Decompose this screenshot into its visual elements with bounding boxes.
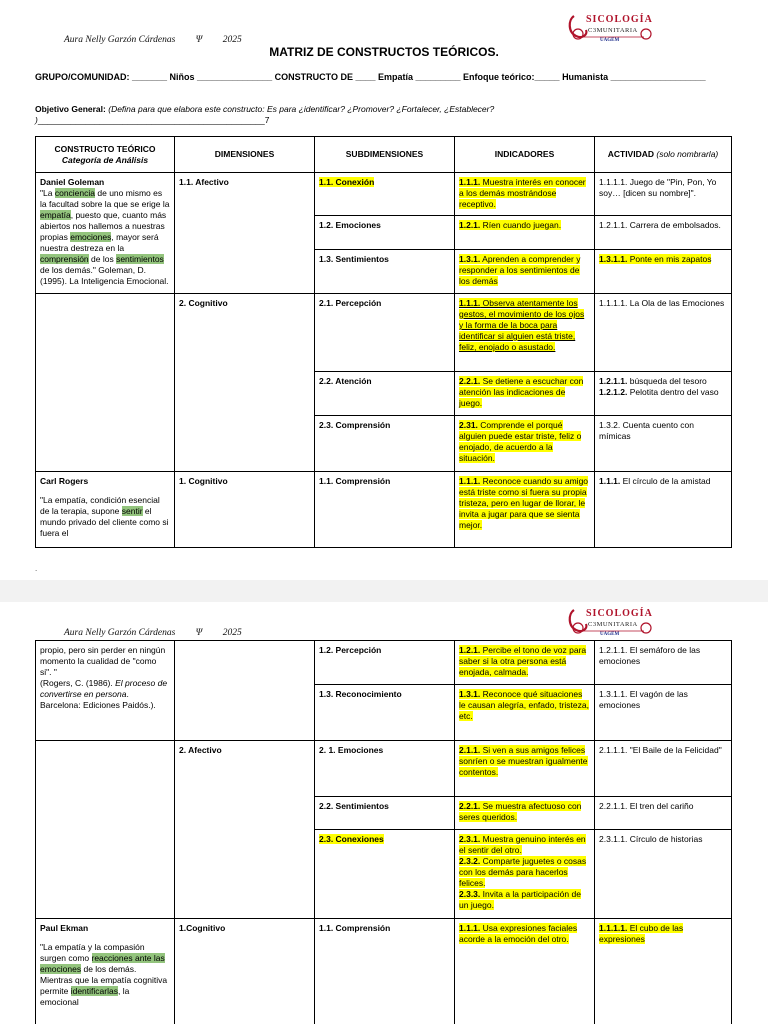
dimension-cell: 2. Afectivo	[175, 741, 315, 919]
header-dimensions: DIMENSIONES	[175, 137, 315, 173]
construct-goleman-cont	[36, 294, 175, 472]
quote-text: "La empatía y la compasión surgen como	[40, 942, 145, 963]
header-indicators: INDICADORES	[455, 137, 595, 173]
group-community-line: GRUPO/COMUNIDAD: _______ Niños _______________ CONSTRUCTO DE ____ Empatía _________ Enfoque teórico:_____ Humanista ___________________	[35, 72, 706, 82]
psicologia-comunitaria-logo	[566, 604, 658, 640]
indicator-code: 2.31.	[459, 420, 478, 430]
objective-text: (Defina para que elabora este constructo: Es para ¿identificar? ¿Promover? ¿Fortalecer, ¿Establecer? )	[35, 104, 495, 125]
year: 2025	[222, 35, 242, 45]
subdimension-cell: 1.1. Comprensión	[315, 472, 455, 548]
activity-cell: 1.3.1.1. El vagón de las emociones	[595, 685, 732, 741]
subdimension-cell: 1.2. Percepción	[315, 641, 455, 685]
quote-text: , mayor será nuestra destreza en la	[40, 232, 159, 253]
logo-institution: UAGEM	[600, 632, 620, 637]
subdimension-cell: 2.2. Atención	[315, 372, 455, 416]
reference-title: El proceso de convertirse en persona	[40, 678, 168, 699]
author-ekman: Paul Ekman	[40, 923, 89, 933]
year: 2025	[222, 628, 242, 638]
indicator-cell	[455, 294, 595, 372]
construct-rogers-cont	[36, 641, 175, 741]
subdimension-cell: 1.3. Reconocimiento	[315, 685, 455, 741]
quote-highlight: empatía	[40, 210, 71, 220]
indicator-text: Observa atentamente los gestos, el movimiento de los ojos y la forma de la boca para identificar si alguien está triste, feliz, enojado o asustado.	[459, 298, 585, 352]
subdimension-text: 1.1. Conexión	[319, 177, 375, 187]
psi-symbol: Ψ	[195, 628, 203, 638]
indicator-code: 1.1.1.	[459, 177, 481, 187]
quote-text: propio, pero sin perder en ningún momento la cualidad de "como si". "	[40, 645, 166, 677]
quote-text: "La empatía, condición esencial de la terapia, supone	[40, 495, 160, 516]
table-row	[36, 919, 732, 1024]
construct-ekman	[36, 919, 175, 1024]
activity-cell: 1.1.1.1. La Ola de las Emociones	[595, 294, 732, 372]
construct-rogers	[36, 472, 175, 548]
indicator-cell	[455, 685, 595, 741]
quote-highlight: identificarlas	[70, 986, 118, 996]
indicator-text: Se detiene a escuchar con atención las indicaciones de juego.	[459, 376, 584, 408]
header-subdimensions: SUBDIMENSIONES	[315, 137, 455, 173]
logo-institution: UAGEM	[600, 38, 620, 43]
activity-cell: 2.1.1.1. "El Baile de la Felicidad"	[595, 741, 732, 797]
subdimension-cell: 2. 1. Emociones	[315, 741, 455, 797]
activity-code: 1.1.1.	[599, 476, 621, 486]
indicator-code: 2.2.1.	[459, 801, 481, 811]
indicator-text: Invita a la participación de un juego.	[459, 889, 581, 910]
indicator-text: Si ven a sus amigos felices sonríen o se muestran igualmente contentos.	[459, 745, 588, 777]
dimension-cell: 1.Cognitivo	[175, 919, 315, 1024]
quote-highlight: sentimientos	[116, 254, 164, 264]
activity-code: 1.2.1.1.	[599, 376, 628, 386]
logo-subtext: C3MUNITARIA	[588, 621, 638, 628]
activity-cell: 1.2.1.1. Carrera de embolsados.	[595, 216, 732, 250]
quote-text: de uno mismo es la facultad sobre la que se erige la	[40, 188, 170, 209]
header-construct	[36, 137, 175, 173]
activity-cell: 2.2.1.1. El tren del cariño	[595, 797, 732, 830]
document-title: MATRIZ DE CONSTRUCTOS TEÓRICOS.	[269, 45, 499, 59]
activity-code: 1.2.1.2.	[599, 387, 628, 397]
quote-text: el mundo privado del cliente como si fuera el	[40, 506, 169, 538]
indicator-text: Usa expresiones faciales acorde a la emoción del otro.	[459, 923, 578, 944]
indicator-text: Reconoce cuando su amigo está triste como si fuera su propia tristeza, pero en lugar de llorar, le invita a jugar para que se sienta mejor.	[459, 476, 589, 530]
logo-text: SICOLOGÍA	[586, 14, 653, 25]
activity-cell	[595, 250, 732, 294]
indicator-code: 2.2.1.	[459, 376, 481, 386]
indicator-cell	[455, 173, 595, 216]
dimension-cell: 1.1. Afectivo	[175, 173, 315, 294]
author-goleman: Daniel Goleman	[40, 177, 105, 187]
quote-highlight: reacciones ante las emociones	[40, 953, 165, 974]
activity-cell: 2.3.1.1. Círculo de historias	[595, 830, 732, 919]
author-rogers: Carl Rogers	[40, 476, 89, 486]
ekman-quote	[40, 942, 170, 1008]
quote-highlight: comprensión	[40, 254, 89, 264]
quote-text: , puesto que, cuanto más abiertos nos hallemos a nuestras propias	[40, 210, 167, 242]
activity-text: El círculo de la amistad	[620, 476, 711, 486]
subdimension-cell: 2.1. Percepción	[315, 294, 455, 372]
psi-symbol: Ψ	[195, 35, 203, 45]
indicator-cell	[455, 641, 595, 685]
table-header-row	[36, 137, 732, 173]
subdimension-cell: 2.2. Sentimientos	[315, 797, 455, 830]
indicator-cell	[455, 797, 595, 830]
indicator-code: 1.1.1.	[459, 298, 481, 308]
activity-text: El cubo de las expresiones	[599, 923, 684, 944]
subdimension-cell: 1.2. Emociones	[315, 216, 455, 250]
activity-code: 1.1.1.1.	[599, 923, 628, 933]
indicator-code: 1.2.1.	[459, 645, 481, 655]
objective-blank: ________________________________________________7	[37, 115, 270, 125]
indicator-code: 1.3.1.	[459, 254, 481, 264]
dimension-cell: 1. Cognitivo	[175, 472, 315, 548]
quote-text: "La	[40, 188, 55, 198]
page-separator	[0, 580, 768, 602]
author-header	[64, 628, 260, 639]
indicator-code: 1.1.1.	[459, 476, 481, 486]
activity-cell	[595, 372, 732, 416]
activity-cell: 1.3.2. Cuenta cuento con mímicas	[595, 416, 732, 472]
activity-cell: 1.1.1.1. Juego de "Pin, Pon, Yo soy… [dicen su nombre]".	[595, 173, 732, 216]
quote-highlight: sentir	[121, 506, 143, 516]
logo-text: SICOLOGÍA	[586, 608, 653, 619]
subdimension-cell: 1.3. Sentimientos	[315, 250, 455, 294]
subdimension-text: 2.3. Conexiones	[319, 834, 384, 844]
indicator-cell	[455, 919, 595, 1024]
quote-text: de los	[88, 254, 117, 264]
reference-text: (Rogers, C. (1986).	[40, 678, 116, 688]
constructs-matrix-table-continued	[35, 640, 732, 1024]
quote-text: de los demás." Goleman, D. (1995). La Inteligencia Emocional.	[40, 265, 169, 286]
goleman-quote	[40, 188, 170, 287]
indicator-text: Reconoce qué situaciones le causan alegría, enfado, tristeza, etc.	[459, 689, 589, 721]
subdimension-cell	[315, 173, 455, 216]
header-construct-subtitle: Categoría de Análisis	[61, 154, 149, 165]
indicator-code: 1.3.1.	[459, 689, 481, 699]
activity-cell: 1.2.1.1. El semáforo de las emociones	[595, 641, 732, 685]
indicator-code: 1.2.1.	[459, 220, 481, 230]
indicator-cell	[455, 741, 595, 797]
table-row	[36, 294, 732, 372]
dimension-cell	[175, 641, 315, 741]
indicator-text: Comparte juguetes o cosas con los demás para hacerlos felices.	[459, 856, 587, 888]
indicator-code: 1.1.1.	[459, 923, 481, 933]
header-activity-note: (solo nombrarla)	[656, 149, 719, 159]
activity-text: Pelotita dentro del vaso	[627, 387, 719, 397]
objective-label: Objetivo General:	[35, 104, 106, 114]
indicator-code: 2.1.1.	[459, 745, 481, 755]
header-activity	[595, 137, 732, 173]
indicator-cell	[455, 372, 595, 416]
subdimension-cell	[315, 830, 455, 919]
indicator-cell	[455, 416, 595, 472]
author-name: Aura Nelly Garzón Cárdenas	[64, 35, 176, 45]
indicator-code: 2.3.1.	[459, 834, 481, 844]
indicator-text: Se muestra afectuoso con seres queridos.	[459, 801, 582, 822]
header-construct-title: CONSTRUCTO TEÓRICO	[54, 143, 156, 154]
psicologia-comunitaria-logo	[566, 10, 658, 46]
page-end-mark: .	[35, 564, 38, 573]
subdimension-cell: 1.1. Comprensión	[315, 919, 455, 1024]
rogers-quote	[40, 495, 170, 539]
subdimension-cell: 2.3. Comprensión	[315, 416, 455, 472]
indicator-cell	[455, 250, 595, 294]
indicator-text: Muestra genuino interés en el sentir del otro.	[459, 834, 586, 855]
quote-highlight: emociones	[70, 232, 112, 242]
indicator-text: Comprende el porqué alguien puede estar triste, feliz o enojado, de acuerdo a la situación.	[459, 420, 582, 463]
activity-text: búsqueda del tesoro	[627, 376, 707, 386]
activity-cell	[595, 919, 732, 1024]
quote-highlight: conciencia	[54, 188, 96, 198]
table-row	[36, 173, 732, 216]
construct-rogers-blank	[36, 741, 175, 919]
indicator-cell	[455, 472, 595, 548]
indicator-code: 2.3.2.	[459, 856, 481, 866]
logo-subtext: C3MUNITARIA	[588, 27, 638, 34]
indicator-cell	[455, 830, 595, 919]
constructs-matrix-table	[35, 136, 732, 548]
dimension-cell: 2. Cognitivo	[175, 294, 315, 472]
indicator-text: Percibe el tono de voz para saber si la otra persona está enojada, calmada.	[459, 645, 587, 677]
table-row	[36, 472, 732, 548]
construct-goleman	[36, 173, 175, 294]
reference-text: . Barcelona: Ediciones Paidós.).	[40, 689, 156, 710]
activity-cell	[595, 472, 732, 548]
general-objective	[35, 104, 555, 126]
header-activity-title: ACTIVIDAD	[607, 149, 654, 159]
author-name: Aura Nelly Garzón Cárdenas	[64, 628, 176, 638]
indicator-cell	[455, 216, 595, 250]
indicator-text: Aprenden a comprender y responder a los sentimientos de los demás	[459, 254, 581, 286]
quote-text: , la emocional	[40, 986, 130, 1007]
table-row	[36, 741, 732, 797]
quote-text: de los demás. Mientras que la empatía cognitiva permite	[40, 964, 168, 996]
indicator-text: Ríen cuando juegan.	[480, 220, 562, 230]
indicator-text: Muestra interés en conocer a los demás mostrándose receptivo.	[459, 177, 586, 209]
table-row	[36, 641, 732, 685]
activity-code: 1.3.1.1.	[599, 254, 628, 264]
indicator-code: 2.3.3.	[459, 889, 481, 899]
activity-text: Ponte en mis zapatos	[627, 254, 712, 264]
